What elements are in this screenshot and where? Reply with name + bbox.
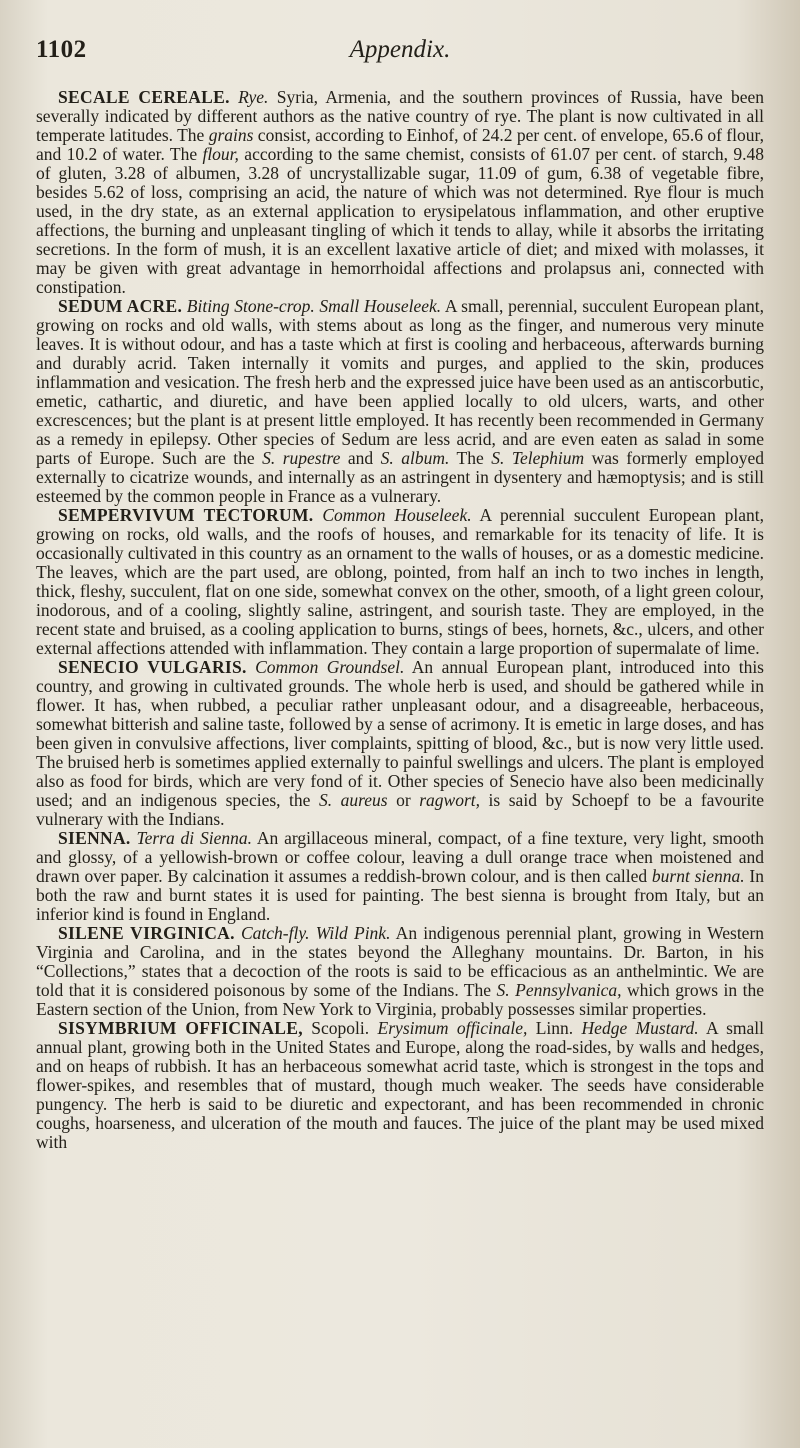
- page-header: [36, 36, 764, 88]
- body-text: [230, 87, 238, 107]
- body-text: consist, according to Einhof, of 24.2 per cent. of envelope, 65.6 of flour, and 10.2 of water. The: [36, 125, 764, 164]
- body-text: was formerly employed externally to cicatrize wounds, and internally as an astringent in dysentery and hæmoptysis; and is still esteemed by the common people in France as a vulnerary.: [36, 448, 765, 506]
- italic-text: Erysimum officinale,: [377, 1018, 528, 1038]
- italic-text: Biting Stone-crop. Small Houseleek.: [186, 296, 442, 316]
- entry-headword: SECALE CEREALE.: [58, 87, 230, 107]
- entry-headword: SILENE VIRGINICA.: [58, 923, 235, 943]
- italic-text: S. aureus: [318, 790, 388, 810]
- entry-headword: SENECIO VULGARIS.: [58, 657, 247, 677]
- body-text: is said by Schoepf to be a favourite vulnerary with the Indians.: [36, 790, 764, 829]
- italic-text: S. Pennsylvanica,: [496, 980, 622, 1000]
- entry-headword: SEDUM ACRE.: [58, 296, 183, 316]
- entry-headword: SIENNA.: [58, 828, 131, 848]
- body-text: An annual European plant, introduced into this country, and growing in cultivated grounds. The whole herb is used, and should be gathered while in flower. It has, when rubbed, a peculiar rather unpleasant odour, and a disagreeable, herbaceous, somewhat bitterish and saline taste, followed by a sense of acrimony. It is emetic in large doses, and has been given in convulsive affections, liver complaints, spitting of blood, &c., but is now very little used. The bruised herb is sometimes applied externally to painful swellings and ulcers. The plant is employed also as food for birds, which are very fond of it. Other species of Senecio have also been medicinally used; and an indigenous species, the: [36, 657, 765, 810]
- italic-text: Common Houseleek.: [322, 505, 472, 525]
- italic-text: flour,: [202, 144, 239, 164]
- body-text: Syria, Armenia, and the southern provinces of Russia, have been severally indicated by different authors as the native country of rye. The plant is now cultivated in all temperate latitudes. The: [36, 87, 765, 145]
- entry-paragraph: [36, 297, 764, 506]
- italic-text: Common Groundsel.: [255, 657, 405, 677]
- entry-paragraph: [36, 88, 764, 297]
- italic-text: burnt sienna.: [651, 866, 745, 886]
- entry-paragraph: [36, 829, 764, 924]
- body-text: An argillaceous mineral, compact, of a fine texture, very light, smooth and glossy, of a yellowish-brown or coffee colour, leaving a dull orange trace when moistened and drawn over paper. By calcination it assumes a reddish-brown colour, and is then called: [36, 828, 764, 886]
- body-text: An indigenous perennial plant, growing in Western Virginia and Carolina, and in the states beyond the Alleghany mountains. Dr. Barton, in his “Collections,” states that a decoction of the roots is said to be efficacious as an anthelmintic. We are told that it is considered poisonous by some of the Indians. The: [36, 923, 765, 1000]
- italic-text: Rye.: [238, 87, 269, 107]
- body-text: [313, 505, 322, 525]
- italic-text: Terra di Sienna.: [136, 828, 253, 848]
- italic-text: Catch-fly. Wild Pink.: [241, 923, 391, 943]
- italic-text: S. Telephium: [491, 448, 585, 468]
- entry-paragraph: [36, 1019, 764, 1152]
- italic-text: S. rupestre: [262, 448, 341, 468]
- dictionary-entries: [36, 88, 764, 1152]
- body-text: and: [340, 448, 381, 468]
- italic-text: ragwort,: [419, 790, 481, 810]
- running-head: Appendix.: [349, 36, 451, 63]
- body-text: In both the raw and burnt states it is used for painting. The best sienna is brought from Italy, but an inferior kind is found in England.: [36, 866, 765, 924]
- page-number: 1102: [36, 36, 87, 63]
- body-text: which grows in the Eastern section of the Union, from New York to Virginia, probably possesses similar properties.: [36, 980, 764, 1019]
- body-text: A perennial succulent European plant, growing on rocks, old walls, and the roofs of houses, and remarkable for its tenacity of life. It is occasionally cultivated in this country as an ornament to the walls of houses, or as a domestic medicine. The leaves, which are the part used, are oblong, pointed, from half an inch to two inches in length, thick, fleshy, succulent, flat on one side, somewhat convex on the other, smooth, of a light green colour, inodorous, and of a cooling, slightly saline, astringent, and sourish taste. They are employed, in the recent state and bruised, as a cooling application to burns, stings of bees, hornets, &c., ulcers, and other external affections attended with inflammation. They contain a large proportion of supermalate of lime.: [36, 505, 765, 658]
- entry-headword: SISYMBRIUM OFFICINALE,: [58, 1018, 303, 1038]
- body-text: The: [449, 448, 492, 468]
- italic-text: Hedge Mustard.: [581, 1018, 699, 1038]
- entry-paragraph: [36, 658, 764, 829]
- entry-paragraph: [36, 924, 764, 1019]
- body-text: A small, perennial, succulent European plant, growing on rocks and old walls, with stems about as long as the finger, and numerous very minute leaves. It is without odour, and has a taste which at first is cooling and herbaceous, afterwards burning and durably acrid. Taken internally it vomits and purges, and applied to the skin, produces inflammation and vesication. The fresh herb and the expressed juice have been used as an antiscorbutic, emetic, cathartic, and diuretic, and have been applied locally to old ulcers, warts, and other excrescences; but the plant is at present little employed. It has recently been recommended in Germany as a remedy in epilepsy. Other species of Sedum are less acrid, and are even eaten as salad in some parts of Europe. Such are the: [36, 296, 764, 468]
- entry-headword: SEMPERVIVUM TECTORUM.: [58, 505, 314, 525]
- body-text: [247, 657, 255, 677]
- body-text: or: [387, 790, 420, 810]
- body-text: Linn.: [527, 1018, 582, 1038]
- entry-paragraph: [36, 506, 764, 658]
- italic-text: S. album.: [380, 448, 450, 468]
- italic-text: grains: [208, 125, 254, 145]
- body-text: Scopoli.: [302, 1018, 378, 1038]
- body-text: according to the same chemist, consists of 61.07 per cent. of starch, 9.48 of gluten, 3.28 of albumen, 3.28 of uncrystallizable sugar, 11.09 of gum, 6.38 of vegetable fibre, besides 5.62 of loss, comprising an acid, the nature of which was not determined. Rye flour is much used, in the dry state, as an external application to erysipelatous inflammation, and other eruptive affections, the burning and unpleasant tingling of which it tends to allay, while it absorbs the irritating secretions. In the form of mush, it is an excellent laxative article of diet; and mixed with molasses, it may be given with great advantage in hemorrhoidal affections and prolapsus ani, connected with constipation.: [36, 144, 764, 297]
- body-text: A small annual plant, growing both in the United States and Europe, along the road-sides, by walls and hedges, and on heaps of rubbish. It has an herbaceous somewhat acrid taste, which is strongest in the tops and flower-spikes, and resembles that of mustard, though much weaker. The seeds have considerable pungency. The herb is said to be diuretic and expectorant, and has been recommended in chronic coughs, hoarseness, and ulceration of the mouth and fauces. The juice of the plant may be used mixed with: [36, 1018, 765, 1152]
